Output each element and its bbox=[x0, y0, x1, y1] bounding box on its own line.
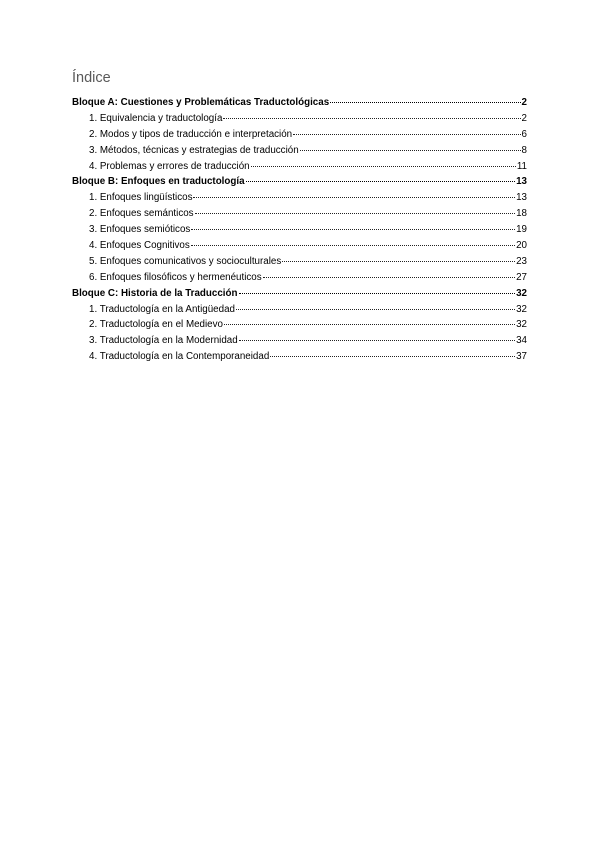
toc-page-number: 11 bbox=[516, 160, 527, 172]
toc-entry[interactable] bbox=[72, 238, 527, 254]
toc-page-number: 8 bbox=[521, 144, 527, 156]
dot-leader bbox=[223, 118, 520, 119]
toc-page-number: 19 bbox=[516, 224, 527, 236]
toc-entry-label: 5. Enfoques comunicativos y socioculturales bbox=[89, 255, 282, 267]
toc-entry-label: 3. Métodos, técnicas y estrategias de traducción bbox=[89, 144, 299, 156]
toc-entry-label: 1. Traductología en la Antigüedad bbox=[89, 303, 235, 315]
toc-entry[interactable] bbox=[72, 222, 527, 238]
toc-section-heading[interactable] bbox=[72, 286, 527, 302]
dot-leader bbox=[193, 197, 515, 198]
toc-entry[interactable] bbox=[72, 270, 527, 286]
toc-entry[interactable] bbox=[72, 206, 527, 222]
toc-page-number: 32 bbox=[516, 303, 527, 315]
toc-entry-label: 2. Modos y tipos de traducción e interpretación bbox=[89, 128, 293, 140]
dot-leader bbox=[195, 213, 516, 214]
toc-entry[interactable] bbox=[72, 254, 527, 270]
toc-page-number: 32 bbox=[516, 319, 527, 331]
toc-page-number: 37 bbox=[516, 351, 527, 363]
dot-leader bbox=[224, 324, 515, 325]
dot-leader bbox=[239, 340, 515, 341]
toc-page-number: 13 bbox=[516, 192, 527, 204]
toc-entry-label: Bloque B: Enfoques en traductología bbox=[72, 176, 245, 188]
toc-page-number: 2 bbox=[521, 112, 527, 124]
dot-leader bbox=[191, 245, 515, 246]
toc-entry-label: 4. Problemas y errores de traducción bbox=[89, 160, 250, 172]
dot-leader bbox=[330, 102, 520, 103]
toc-page-number: 2 bbox=[521, 97, 527, 108]
dot-leader bbox=[300, 150, 521, 151]
toc-section-heading[interactable] bbox=[72, 174, 527, 190]
toc-page-number: 13 bbox=[516, 176, 527, 188]
toc-entry-label: 4. Traductología en la Contemporaneidad bbox=[89, 351, 270, 363]
toc-entry[interactable] bbox=[72, 127, 527, 143]
toc-page-number: 18 bbox=[516, 208, 527, 220]
toc-page-number: 20 bbox=[516, 240, 527, 252]
toc-section-heading[interactable] bbox=[72, 95, 527, 111]
toc-entry-label: 2. Enfoques semánticos bbox=[89, 208, 194, 220]
toc-entry[interactable] bbox=[72, 349, 527, 365]
toc-entry[interactable] bbox=[72, 333, 527, 349]
dot-leader bbox=[246, 181, 516, 182]
toc-page-number: 23 bbox=[516, 255, 527, 267]
dot-leader bbox=[251, 166, 516, 167]
dot-leader bbox=[236, 309, 515, 310]
toc-title: Índice bbox=[72, 70, 111, 86]
toc-page-number: 6 bbox=[521, 128, 527, 140]
toc-entry-label: Bloque C: Historia de la Traducción bbox=[72, 287, 238, 299]
toc-entry[interactable] bbox=[72, 159, 527, 175]
toc-entry-label: 4. Enfoques Cognitivos bbox=[89, 240, 190, 252]
dot-leader bbox=[270, 356, 515, 357]
toc-entry-label: 3. Enfoques semióticos bbox=[89, 224, 191, 236]
toc-page-number: 27 bbox=[516, 271, 527, 283]
toc-entry[interactable] bbox=[72, 302, 527, 318]
toc-entry-label: Bloque A: Cuestiones y Problemáticas Traductológicas bbox=[72, 97, 330, 108]
toc-entry-label: 1. Enfoques lingüísticos bbox=[89, 192, 193, 204]
dot-leader bbox=[263, 277, 515, 278]
toc-entry[interactable] bbox=[72, 190, 527, 206]
dot-leader bbox=[239, 293, 516, 294]
toc-page-number: 34 bbox=[516, 335, 527, 347]
dot-leader bbox=[293, 134, 520, 135]
toc-entry-label: 6. Enfoques filosóficos y hermenéuticos bbox=[89, 271, 262, 283]
toc-entry-label: 3. Traductología en la Modernidad bbox=[89, 335, 238, 347]
toc-entry[interactable] bbox=[72, 317, 527, 333]
toc-entry[interactable] bbox=[72, 143, 527, 159]
table-of-contents bbox=[72, 95, 527, 365]
toc-entry[interactable] bbox=[72, 111, 527, 127]
toc-page-number: 32 bbox=[516, 287, 527, 299]
dot-leader bbox=[282, 261, 515, 262]
toc-entry-label: 2. Traductología en el Medievo bbox=[89, 319, 223, 331]
toc-entry-label: 1. Equivalencia y traductología bbox=[89, 112, 223, 124]
dot-leader bbox=[191, 229, 515, 230]
